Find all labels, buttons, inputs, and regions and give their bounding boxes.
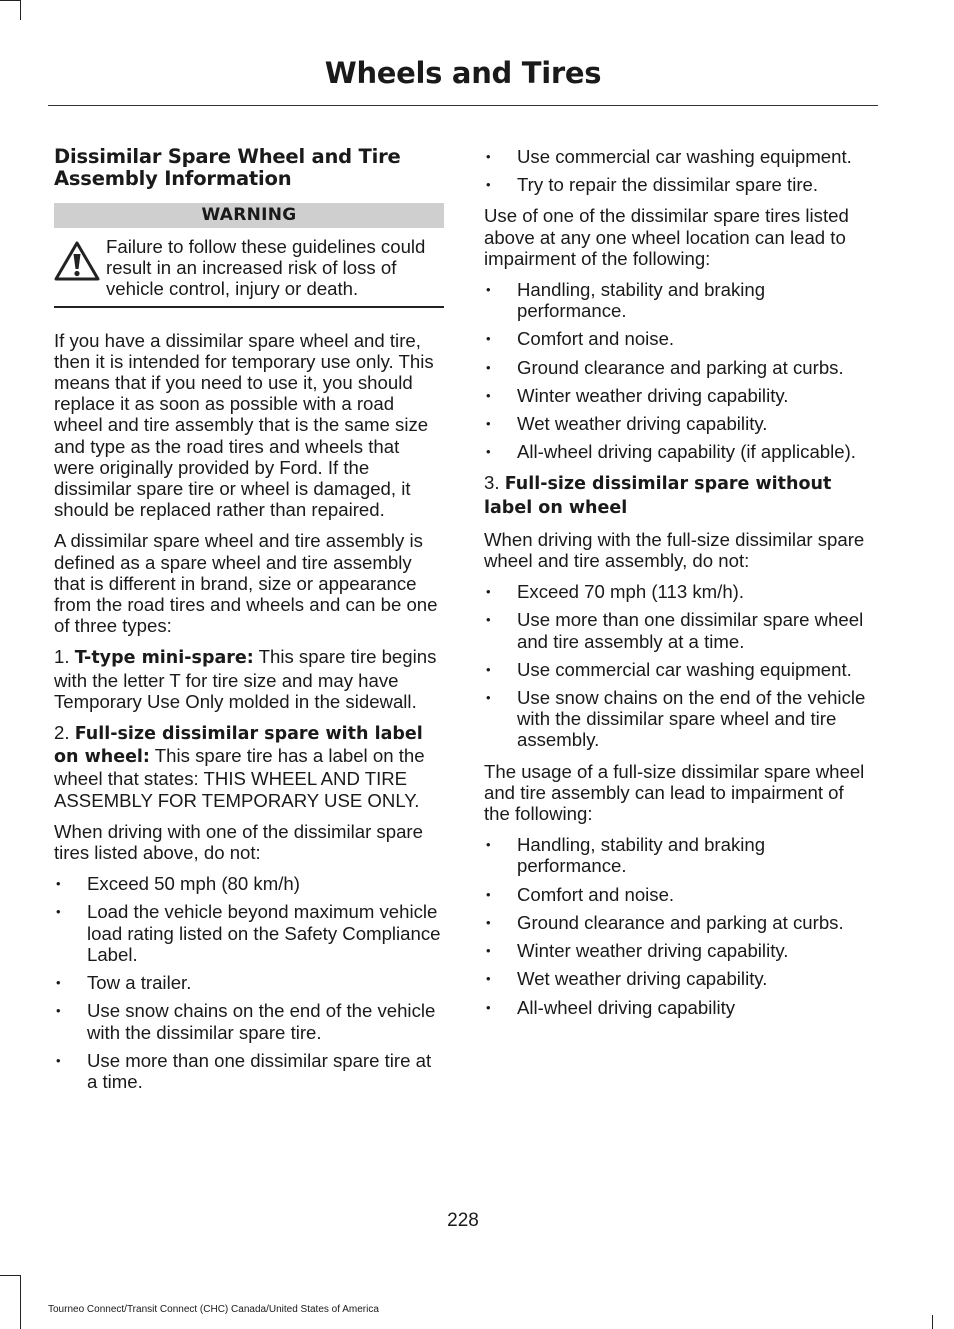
list-item: • Handling, stability and braking performance. bbox=[484, 834, 874, 876]
crop-mark bbox=[20, 1275, 21, 1329]
paragraph: When driving with the full-size dissimilar spare wheel and tire assembly, do not: bbox=[484, 528, 865, 572]
list-item: • Use commercial car washing equipment. bbox=[484, 146, 874, 167]
list-item: • Handling, stability and braking performance. bbox=[484, 279, 874, 321]
paragraph: The usage of a full-size dissimilar spare wheel and tire assembly can lead to impairment of the following: bbox=[484, 760, 865, 825]
left-column bbox=[54, 146, 444, 1102]
list-item: • Tow a trailer. bbox=[54, 972, 444, 993]
crop-mark bbox=[20, 0, 21, 20]
list-item: • Exceed 50 mph (80 km/h) bbox=[54, 873, 444, 894]
paragraph: If you have a dissimilar spare wheel and tire, then it is intended for temporary use only. This means that if you need to use it, you should replace it as soon as possible with a road wheel and tire assembly that is the same size and type as the road tires and wheels that were originally provided by Ford. If the dissimilar spare tire or wheel is damaged, it should be replaced rather than repaired. bbox=[54, 329, 434, 521]
crop-mark bbox=[0, 1275, 20, 1276]
list-item: • Comfort and noise. bbox=[484, 884, 874, 905]
bullet-list bbox=[484, 279, 874, 462]
list-item: • Use more than one dissimilar spare wheel and tire assembly at a time. bbox=[484, 609, 874, 651]
bullet-list bbox=[484, 834, 874, 1017]
page-number: 228 bbox=[447, 1210, 479, 1231]
list-item: • Winter weather driving capability. bbox=[484, 940, 874, 961]
list-item: • Try to repair the dissimilar spare tire. bbox=[484, 174, 874, 195]
warning-text: Failure to follow these guidelines could result in an increased risk of loss of vehicle control, injury or death. bbox=[106, 236, 426, 300]
warning-box bbox=[54, 203, 444, 308]
right-column bbox=[484, 146, 874, 1028]
warning-label: WARNING bbox=[54, 203, 444, 228]
list-item: • Use snow chains on the end of the vehicle with the dissimilar spare wheel and tire assembly. bbox=[484, 687, 874, 751]
list-item: • Winter weather driving capability. bbox=[484, 385, 874, 406]
list-item: • Ground clearance and parking at curbs. bbox=[484, 912, 874, 933]
page-title: Wheels and Tires bbox=[324, 56, 602, 90]
type-item: 1. T-type mini-spare: This spare tire begins with the letter T for tire size and may have Temporary Use Only molded in the sidewall. bbox=[54, 646, 437, 712]
paragraph: When driving with one of the dissimilar spare tires listed above, do not: bbox=[54, 820, 423, 864]
list-item: • Wet weather driving capability. bbox=[484, 968, 874, 989]
list-item: • All-wheel driving capability (if applicable). bbox=[484, 441, 874, 462]
header-divider bbox=[48, 105, 878, 106]
list-item: • Comfort and noise. bbox=[484, 328, 874, 349]
bullet-list bbox=[484, 581, 874, 750]
type-item: 2. Full-size dissimilar spare with label on wheel: This spare tire has a label on the wheel that states: THIS WHEEL AND TIRE ASSEMBLY FOR TEMPORARY USE ONLY. bbox=[54, 722, 425, 811]
list-item: • Exceed 70 mph (113 km/h). bbox=[484, 581, 874, 602]
type-item: 3. Full-size dissimilar spare without label on wheel bbox=[484, 472, 832, 518]
paragraph: Use of one of the dissimilar spare tires listed above at any one wheel location can lead to impairment of the following: bbox=[484, 205, 849, 269]
list-item: • Ground clearance and parking at curbs. bbox=[484, 357, 874, 378]
type-title: T-type mini-spare: bbox=[74, 648, 254, 669]
list-item: • Load the vehicle beyond maximum vehicle load rating listed on the Safety Compliance Label. bbox=[54, 901, 444, 965]
list-item: • Use commercial car washing equipment. bbox=[484, 659, 874, 680]
bullet-list bbox=[54, 873, 444, 1092]
type-title: Full-size dissimilar spare with label on wheel: bbox=[54, 724, 423, 768]
footer-text: Tourneo Connect/Transit Connect (CHC) Canada/United States of America bbox=[48, 1304, 379, 1315]
type-title: Full-size dissimilar spare without label on wheel bbox=[484, 474, 832, 518]
warning-triangle-icon bbox=[54, 236, 106, 300]
section-heading: Dissimilar Spare Wheel and Tire Assembly Information bbox=[54, 145, 401, 190]
bullet-list bbox=[484, 146, 874, 195]
crop-mark bbox=[0, 0, 20, 1]
list-item: • Wet weather driving capability. bbox=[484, 413, 874, 434]
list-item: • All-wheel driving capability bbox=[484, 997, 874, 1018]
list-item: • Use more than one dissimilar spare tire at a time. bbox=[54, 1050, 444, 1092]
crop-mark bbox=[932, 1315, 933, 1329]
paragraph: A dissimilar spare wheel and tire assembly is defined as a spare wheel and tire assembly that is different in brand, size or appearance from the road tires and wheels and can be one of three types: bbox=[54, 530, 438, 637]
list-item: • Use snow chains on the end of the vehicle with the dissimilar spare tire. bbox=[54, 1000, 444, 1042]
